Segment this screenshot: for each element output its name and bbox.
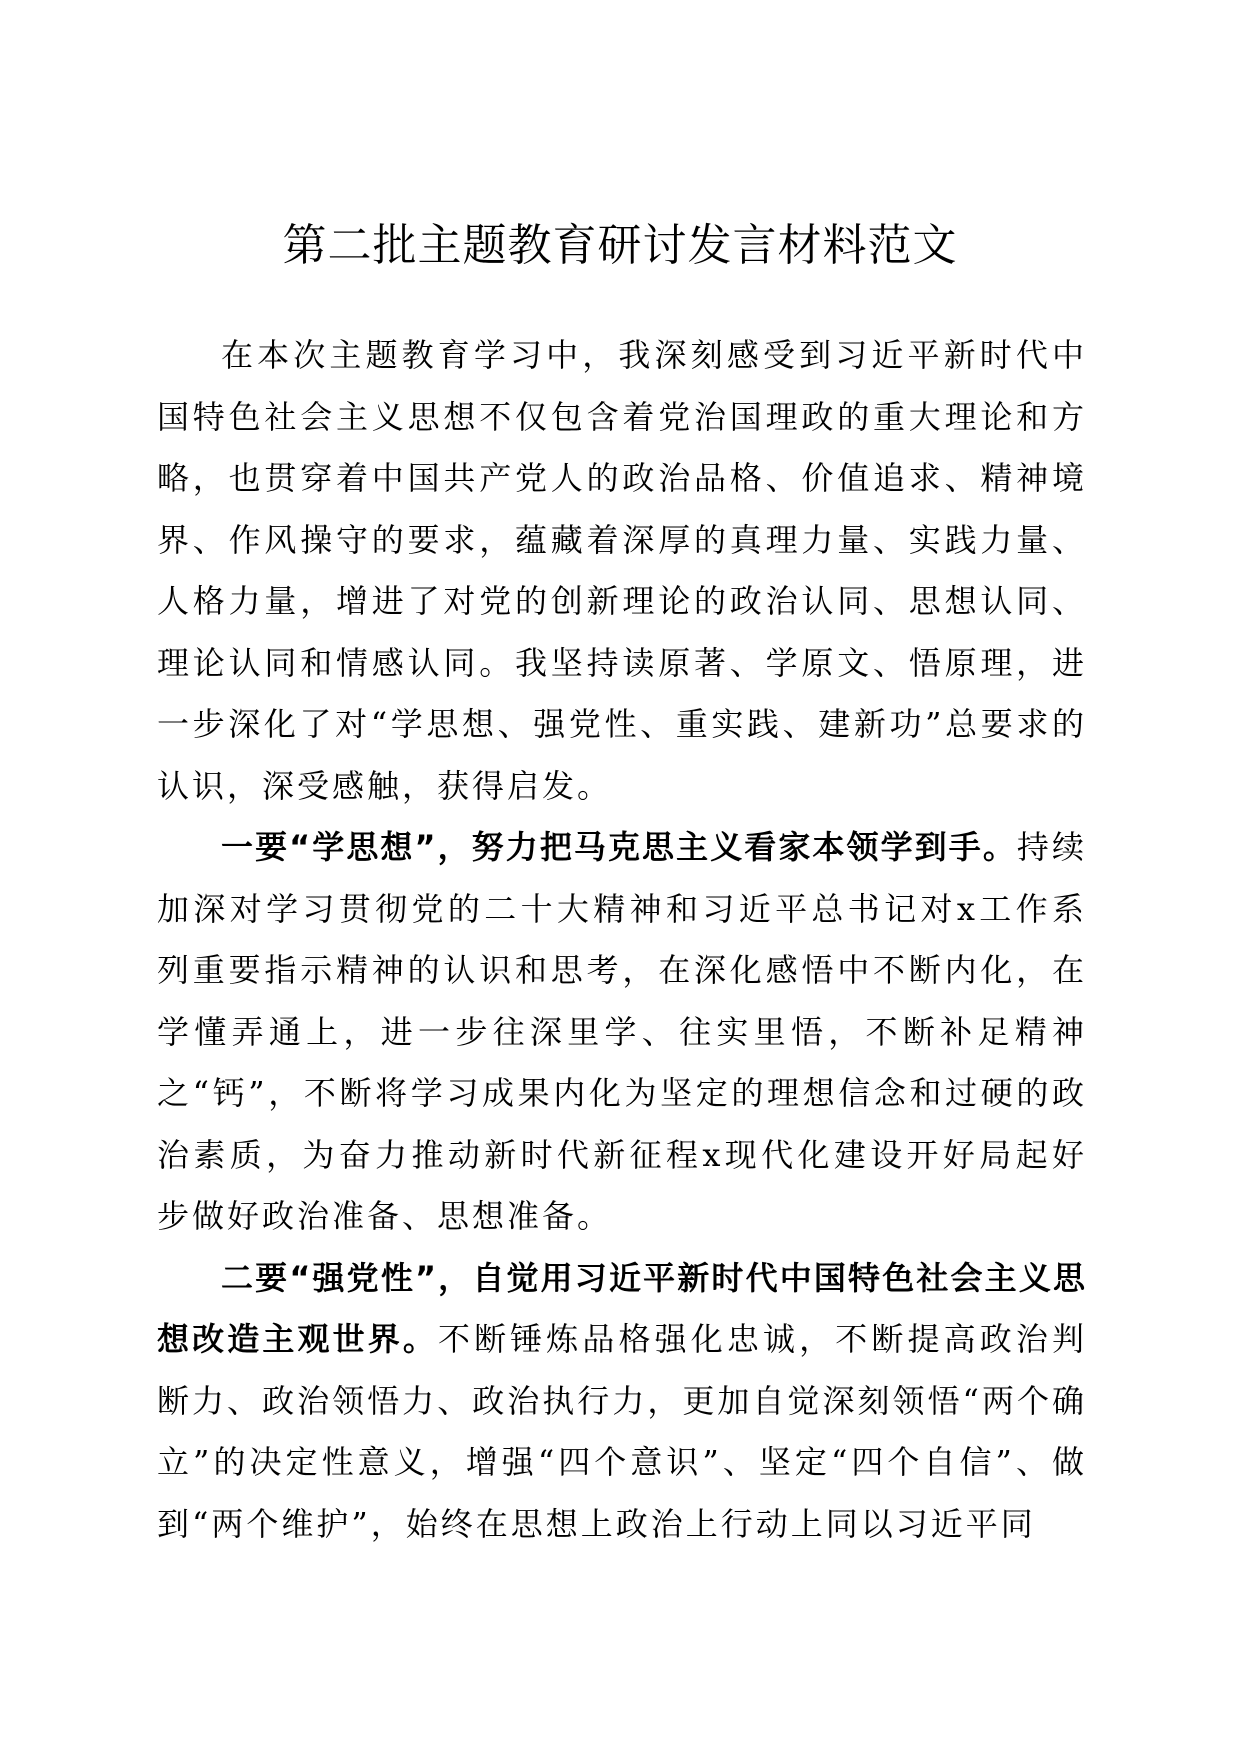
section-lead-2: 二要“强党性”，自觉用习近平新时代中国特色社会主义思想改造主观世界。 bbox=[157, 1258, 1087, 1358]
document-title: 第二批主题教育研讨发言材料范文 bbox=[282, 220, 958, 271]
document-body bbox=[157, 325, 1087, 1555]
intro-paragraph: 在本次主题教育学习中，我深刻感受到习近平新时代中国特色社会主义思想不仅包含着党治国理政的重大理论和方略，也贯穿着中国共产党人的政治品格、价值追求、精神境界、作风操守的要求，蕴藏着深厚的真理力量、实践力量、人格力量，增进了对党的创新理论的政治认同、思想认同、理论认同和情感认同。我坚持读原著、学原文、悟原理，进一步深化了对“学思想、强党性、重实践、建新功”总要求的认识，深受感触，获得启发。 bbox=[157, 336, 1087, 805]
section-text-2: 不断锤炼品格强化忠诚，不断提高政治判断力、政治领悟力、政治执行力，更加自觉深刻领悟“两个确立”的决定性意义，增强“四个意识”、坚定“四个自信”、做到“两个维护”，始终在思想上政治上行动上同以习近平同 bbox=[157, 1320, 1087, 1543]
section-lead-1: 一要“学思想”，努力把马克思主义看家本领学到手。 bbox=[221, 828, 1017, 866]
section-text-1: 持续加深对学习贯彻党的二十大精神和习近平总书记对x工作系列重要指示精神的认识和思考，在深化感悟中不断内化，在学懂弄通上，进一步往深里学、往实里悟，不断补足精神之“钙”，不断将学习成果内化为坚定的理想信念和过硬的政治素质，为奋力推动新时代新征程x现代化建设开好局起好步做好政治准备、思想准备。 bbox=[157, 828, 1087, 1235]
section-paragraph-2 bbox=[157, 1248, 1087, 1556]
section-paragraph-1 bbox=[157, 817, 1087, 1248]
